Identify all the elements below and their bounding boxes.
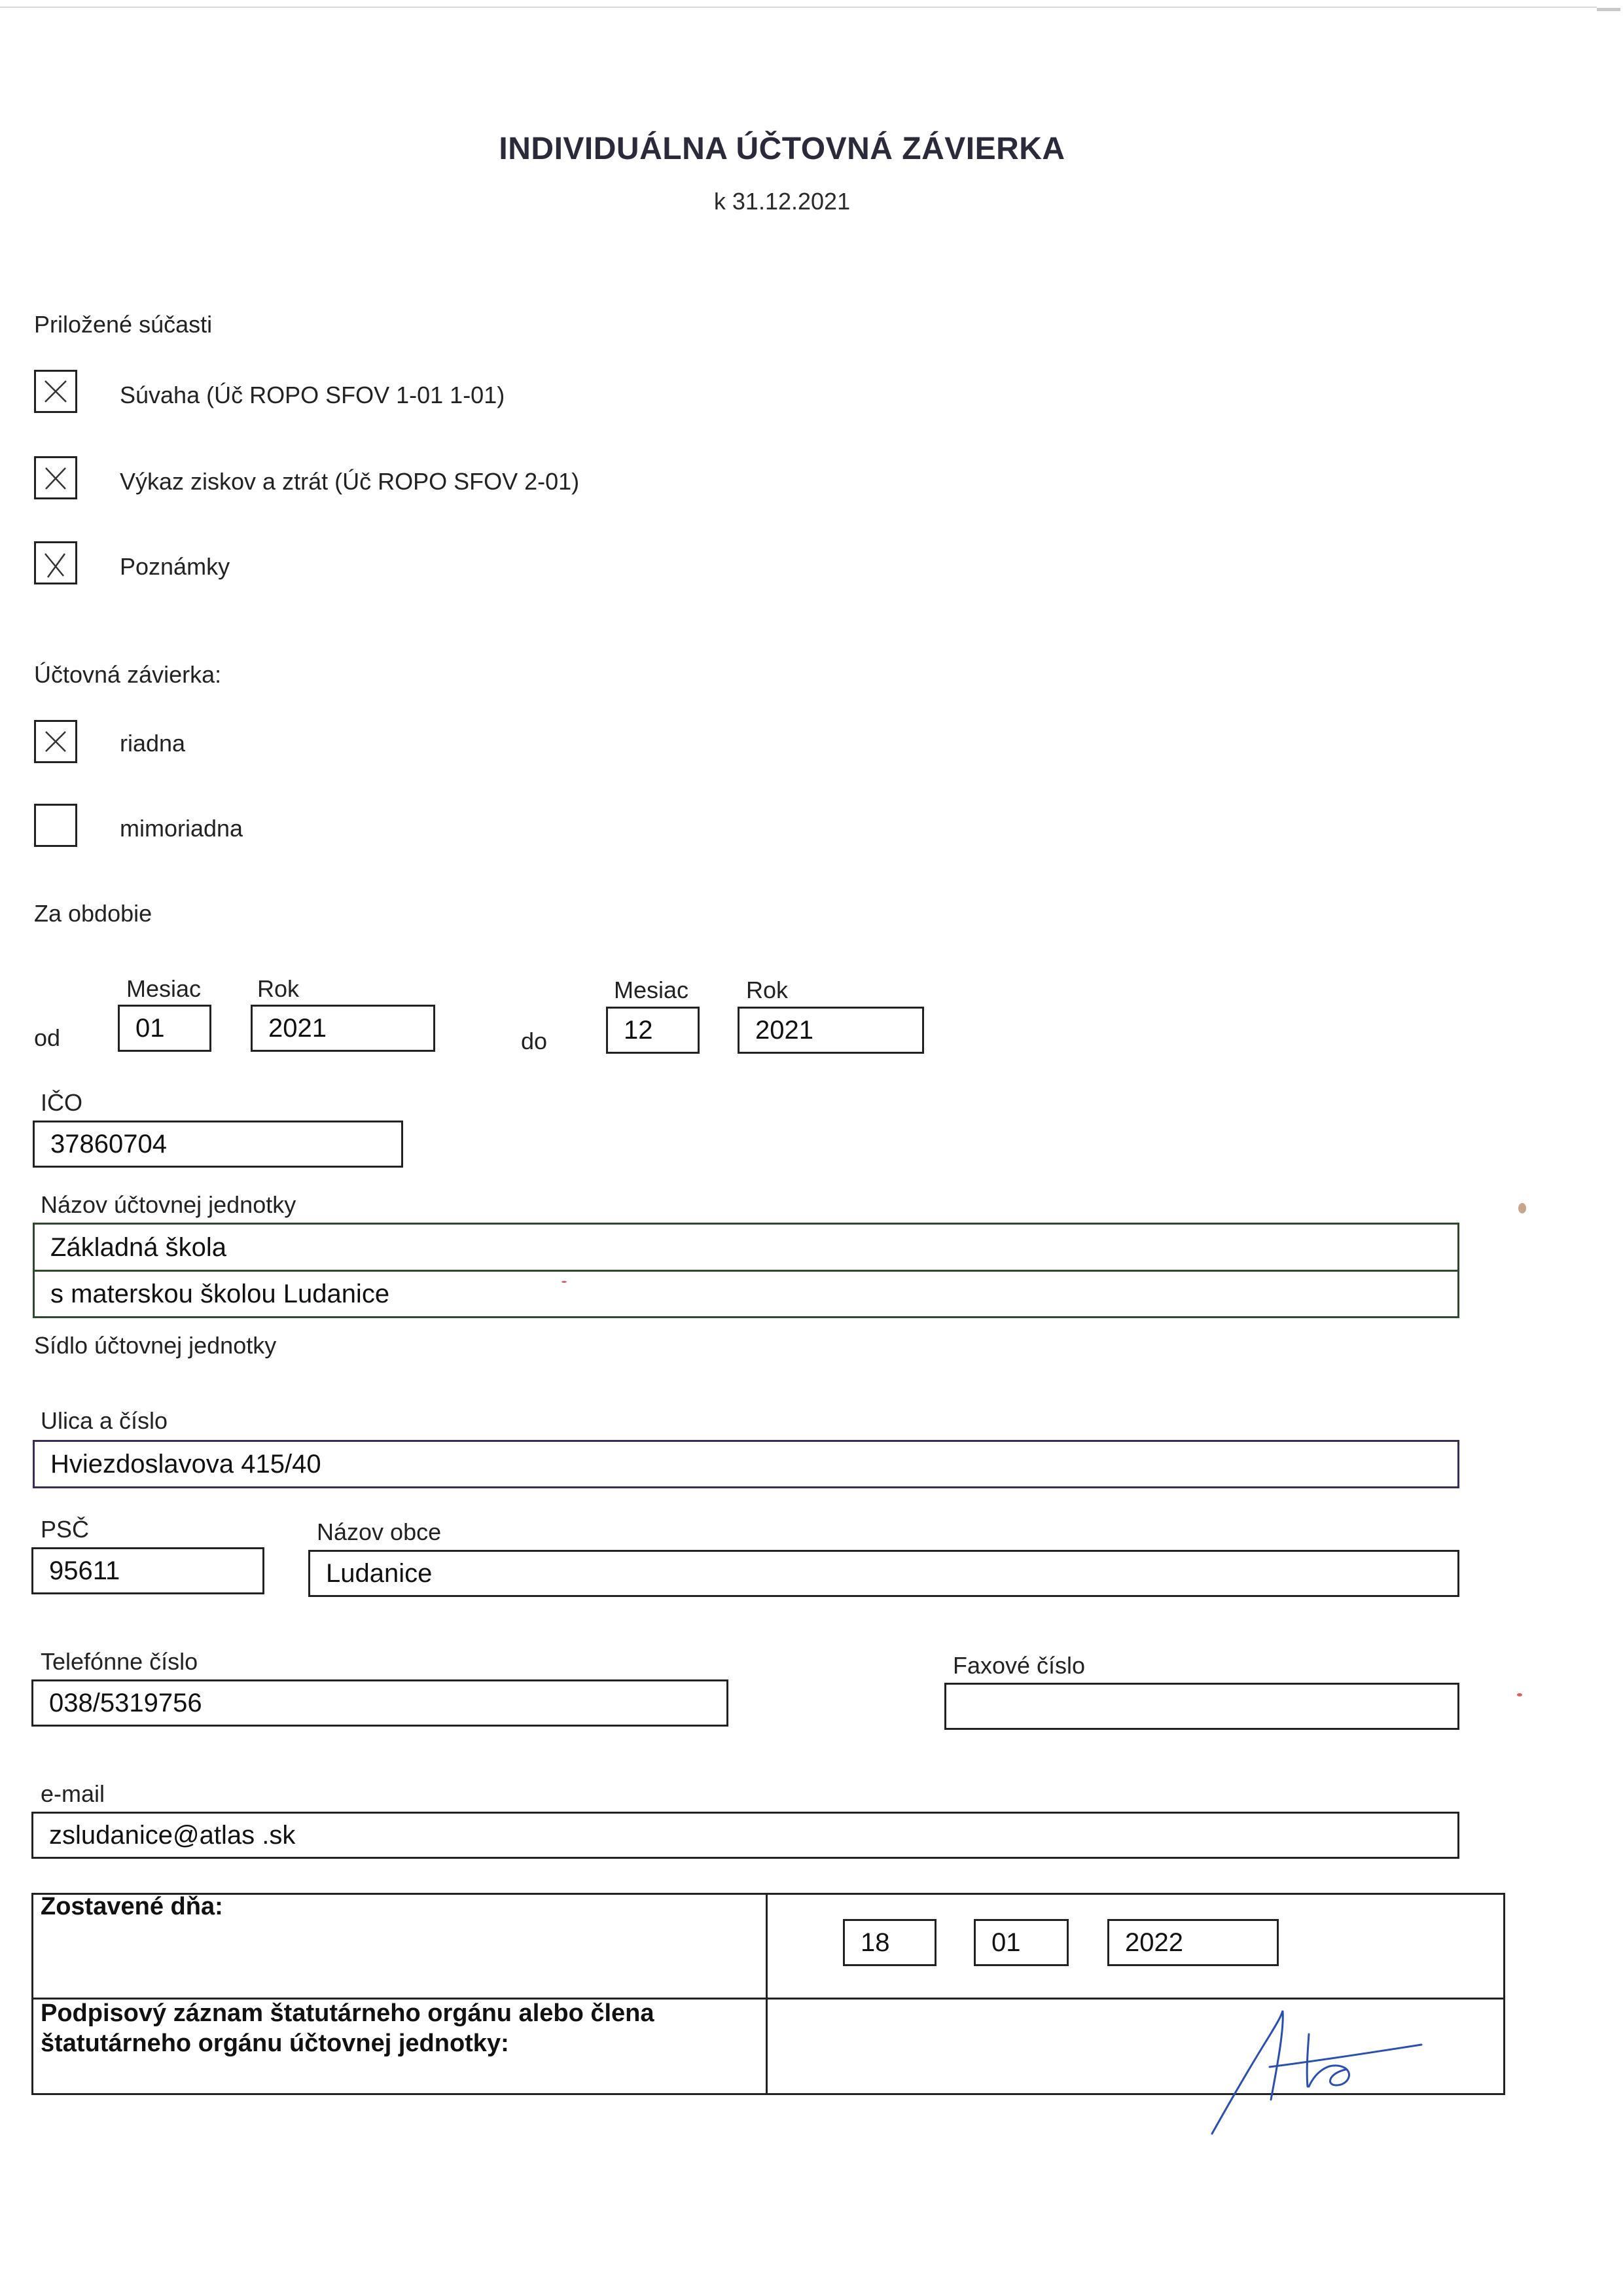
scan-speck: [1517, 1693, 1522, 1696]
psc-field[interactable]: 95611: [31, 1547, 264, 1594]
street-field[interactable]: Hviezdoslavova 415/40: [33, 1440, 1459, 1488]
unit-name-field-line2[interactable]: s materskou školou Ludanice: [33, 1270, 1459, 1318]
attachment-label-balance-sheet: Súvaha (Úč ROPO SFOV 1-01 1-01): [120, 382, 505, 408]
scan-speck: [1518, 1203, 1526, 1213]
municipality-field[interactable]: Ludanice: [308, 1550, 1459, 1597]
checkbox-profit-loss[interactable]: [34, 456, 77, 499]
table-left-border: [31, 1893, 33, 2095]
checkbox-balance-sheet[interactable]: [34, 370, 77, 413]
compiled-month-field[interactable]: 01: [974, 1919, 1069, 1966]
checkbox-extraordinary[interactable]: [34, 804, 77, 847]
compiled-label: Zostavené dňa:: [41, 1893, 223, 1920]
ico-field[interactable]: 37860704: [33, 1121, 403, 1168]
table-right-border: [1503, 1893, 1505, 2095]
signature-label: Podpisový záznam štatutárneho orgánu alebo člena štatutárneho orgánu účtovnej jednotky:: [41, 2000, 654, 2057]
attachment-label-notes: Poznámky: [120, 553, 230, 580]
check-x-icon: [36, 543, 75, 583]
check-x-icon: [36, 372, 75, 411]
checkbox-notes[interactable]: [34, 541, 77, 584]
table-center-divider: [766, 1893, 768, 2095]
municipality-label: Názov obce: [317, 1518, 442, 1545]
to-year-field[interactable]: 2021: [738, 1007, 924, 1054]
scan-corner-mark: [1597, 8, 1620, 11]
statement-option-regular: riadna: [120, 730, 186, 757]
ico-label: IČO: [41, 1089, 83, 1116]
document-title: INDIVIDUÁLNA ÚČTOVNÁ ZÁVIERKA: [499, 132, 1065, 166]
to-label: do: [521, 1028, 548, 1054]
phone-label: Telefónne číslo: [41, 1648, 198, 1675]
table-top-border: [31, 1893, 1505, 1895]
scan-speck: [562, 1281, 567, 1283]
fax-label: Faxové číslo: [953, 1652, 1086, 1679]
compiled-day-field[interactable]: 18: [843, 1919, 936, 1966]
document-date: k 31.12.2021: [713, 188, 851, 215]
attachments-heading: Priložené súčasti: [34, 311, 213, 338]
attachment-label-profit-loss: Výkaz ziskov a ztrát (Úč ROPO SFOV 2-01): [120, 468, 580, 495]
unit-name-field-line1[interactable]: Základná škola: [33, 1223, 1459, 1271]
scan-edge-line: [0, 7, 1597, 8]
handwritten-signature: [1191, 1990, 1427, 2140]
to-month-label: Mesiac: [614, 977, 689, 1003]
from-year-label: Rok: [257, 975, 300, 1002]
period-heading: Za obdobie: [34, 900, 152, 927]
from-label: od: [34, 1024, 61, 1051]
check-x-icon: [36, 722, 75, 761]
phone-field[interactable]: 038/5319756: [31, 1679, 728, 1727]
from-year-field[interactable]: 2021: [251, 1005, 435, 1052]
to-month-field[interactable]: 12: [606, 1007, 700, 1054]
checkbox-regular[interactable]: [34, 720, 77, 763]
fax-field[interactable]: [944, 1683, 1459, 1730]
seat-heading: Sídlo účtovnej jednotky: [34, 1332, 277, 1359]
psc-label: PSČ: [41, 1516, 90, 1543]
from-month-field[interactable]: 01: [118, 1005, 211, 1052]
statement-option-extraordinary: mimoriadna: [120, 815, 243, 842]
from-month-label: Mesiac: [126, 975, 202, 1002]
compiled-year-field[interactable]: 2022: [1107, 1919, 1279, 1966]
statement-type-heading: Účtovná závierka:: [34, 661, 222, 688]
email-field[interactable]: zsludanice@atlas .sk: [31, 1812, 1459, 1859]
check-x-icon: [36, 458, 75, 497]
unit-name-label: Názov účtovnej jednotky: [41, 1191, 296, 1218]
street-label: Ulica a číslo: [41, 1407, 168, 1434]
email-label: e-mail: [41, 1780, 105, 1807]
to-year-label: Rok: [746, 977, 789, 1003]
